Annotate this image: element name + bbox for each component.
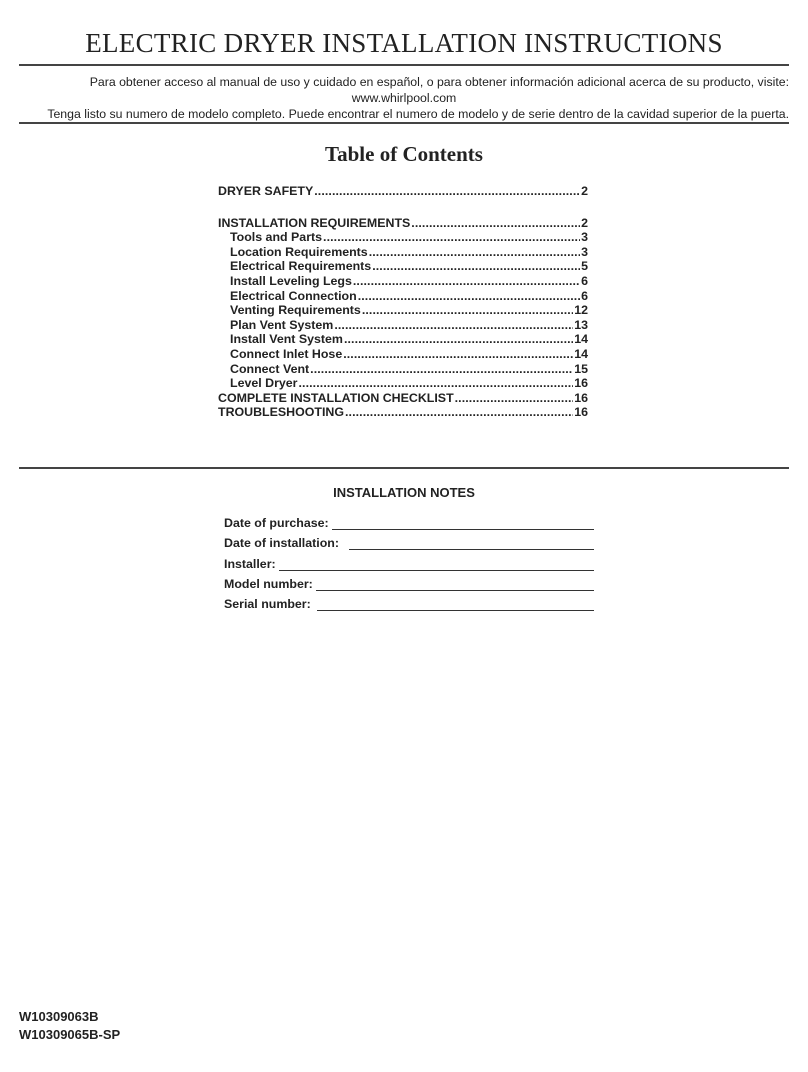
toc-entry-label: Install Leveling Legs bbox=[230, 273, 352, 288]
toc-entry-label: Connect Inlet Hose bbox=[230, 346, 343, 361]
installation-notes-form bbox=[224, 510, 594, 611]
toc-entry-install-leveling-legs bbox=[218, 274, 588, 289]
toc-leader-dots bbox=[344, 332, 573, 347]
toc-entry-label: Tools and Parts bbox=[230, 230, 323, 245]
toc-entry-complete-installation-checklist bbox=[218, 391, 588, 406]
toc-entry-plan-vent-system bbox=[218, 318, 588, 333]
note-fill-line bbox=[317, 598, 594, 611]
toc-leader-dots bbox=[455, 391, 574, 406]
note-field-label: Serial number: bbox=[224, 596, 311, 611]
toc-entry-page: 15 bbox=[574, 361, 588, 376]
toc-entry-level-dryer bbox=[218, 376, 588, 391]
installation-notes-heading: INSTALLATION NOTES bbox=[333, 485, 475, 500]
toc-leader-dots bbox=[372, 259, 580, 274]
toc-entry-label: COMPLETE INSTALLATION CHECKLIST bbox=[218, 390, 454, 405]
toc-entry-page: 16 bbox=[574, 405, 588, 420]
note-model-number bbox=[224, 571, 594, 591]
intro-url: www.whirlpool.com bbox=[351, 91, 457, 105]
toc-entry-label: Electrical Connection bbox=[230, 288, 357, 303]
toc-entry-page: 5 bbox=[581, 259, 588, 274]
toc-heading: Table of Contents bbox=[325, 142, 483, 166]
toc-entry-tools-and-parts bbox=[218, 230, 588, 245]
document-title: ELECTRIC DRYER INSTALLATION INSTRUCTIONS bbox=[85, 28, 723, 58]
note-date-of-purchase bbox=[224, 510, 594, 530]
toc-leader-dots bbox=[310, 362, 573, 377]
note-fill-line bbox=[316, 578, 594, 591]
toc-entry-label: Level Dryer bbox=[230, 376, 298, 391]
note-field-label: Installer: bbox=[224, 556, 276, 571]
toc-entry-label: Location Requirements bbox=[230, 244, 368, 259]
title-divider bbox=[19, 64, 789, 66]
note-date-of-installation bbox=[224, 530, 594, 550]
toc-entry-label: Plan Vent System bbox=[230, 317, 334, 332]
toc-entry-install-vent-system bbox=[218, 332, 588, 347]
document-codes bbox=[19, 1008, 120, 1044]
intro-divider bbox=[19, 122, 789, 124]
toc-entry-page: 14 bbox=[574, 346, 588, 361]
note-installer bbox=[224, 550, 594, 570]
toc-entry-label: Electrical Requirements bbox=[230, 259, 372, 274]
toc-leader-dots bbox=[353, 274, 580, 289]
toc-entry-page: 6 bbox=[581, 288, 588, 303]
toc-leader-dots bbox=[362, 303, 573, 318]
toc-entry-dryer-safety bbox=[218, 184, 588, 199]
toc-entry-connect-inlet-hose bbox=[218, 347, 588, 362]
toc-entry-electrical-connection bbox=[218, 289, 588, 304]
toc-leader-dots bbox=[299, 376, 574, 391]
note-fill-line bbox=[349, 537, 594, 550]
note-field-label: Model number: bbox=[224, 576, 313, 591]
toc-entry-page: 3 bbox=[581, 244, 588, 259]
toc-leader-dots bbox=[343, 347, 573, 362]
toc-entry-page: 3 bbox=[581, 230, 588, 245]
toc-entry-label: TROUBLESHOOTING bbox=[218, 405, 344, 420]
toc-leader-dots bbox=[358, 289, 580, 304]
document-code-spanish: W10309065B-SP bbox=[19, 1027, 121, 1042]
toc-entry-page: 2 bbox=[581, 215, 588, 230]
toc-entry-label: Install Vent System bbox=[230, 332, 343, 347]
toc-entry-page: 16 bbox=[574, 376, 588, 391]
toc-entry-troubleshooting bbox=[218, 405, 588, 420]
toc-leader-dots bbox=[323, 230, 580, 245]
toc-entry-electrical-requirements bbox=[218, 259, 588, 274]
intro-model-number-note: Tenga listo su numero de modelo completo. Puede encontrar el numero de modelo y de serie dentro de la cavidad superior de la puerta. bbox=[47, 107, 789, 121]
toc-entry-page: 16 bbox=[574, 390, 588, 405]
toc-entry-label: Connect Vent bbox=[230, 361, 310, 376]
toc-entry-page: 2 bbox=[581, 184, 588, 198]
note-fill-line bbox=[279, 558, 594, 571]
document-code-english: W10309063B bbox=[19, 1009, 99, 1024]
toc-entry-location-requirements bbox=[218, 245, 588, 260]
toc-entry-page: 13 bbox=[574, 317, 588, 332]
toc-entry-label: DRYER SAFETY bbox=[218, 184, 314, 198]
toc-entry-page: 12 bbox=[574, 303, 588, 318]
toc-leader-dots bbox=[345, 405, 573, 420]
toc-leader-dots bbox=[314, 184, 580, 199]
intro-block bbox=[19, 74, 789, 122]
toc-leader-dots bbox=[334, 318, 573, 333]
toc-entry-venting-requirements bbox=[218, 303, 588, 318]
toc-leader-dots bbox=[411, 216, 580, 231]
intro-spanish-access: Para obtener acceso al manual de uso y cuidado en español, o para obtener información adicional acerca de su producto, visite: bbox=[89, 75, 789, 89]
toc-entry-installation-requirements bbox=[218, 216, 588, 231]
toc-entry-page: 14 bbox=[574, 332, 588, 347]
note-field-label: Date of installation: bbox=[224, 536, 339, 551]
toc-entry-connect-vent bbox=[218, 362, 588, 377]
notes-divider bbox=[19, 467, 789, 469]
table-of-contents bbox=[218, 184, 588, 420]
note-serial-number bbox=[224, 591, 594, 611]
toc-leader-dots bbox=[369, 245, 580, 260]
note-field-label: Date of purchase: bbox=[224, 516, 329, 531]
note-fill-line bbox=[332, 517, 594, 530]
toc-entry-label: INSTALLATION REQUIREMENTS bbox=[218, 215, 411, 230]
toc-entry-label: Venting Requirements bbox=[230, 303, 361, 318]
toc-entry-page: 6 bbox=[581, 273, 588, 288]
